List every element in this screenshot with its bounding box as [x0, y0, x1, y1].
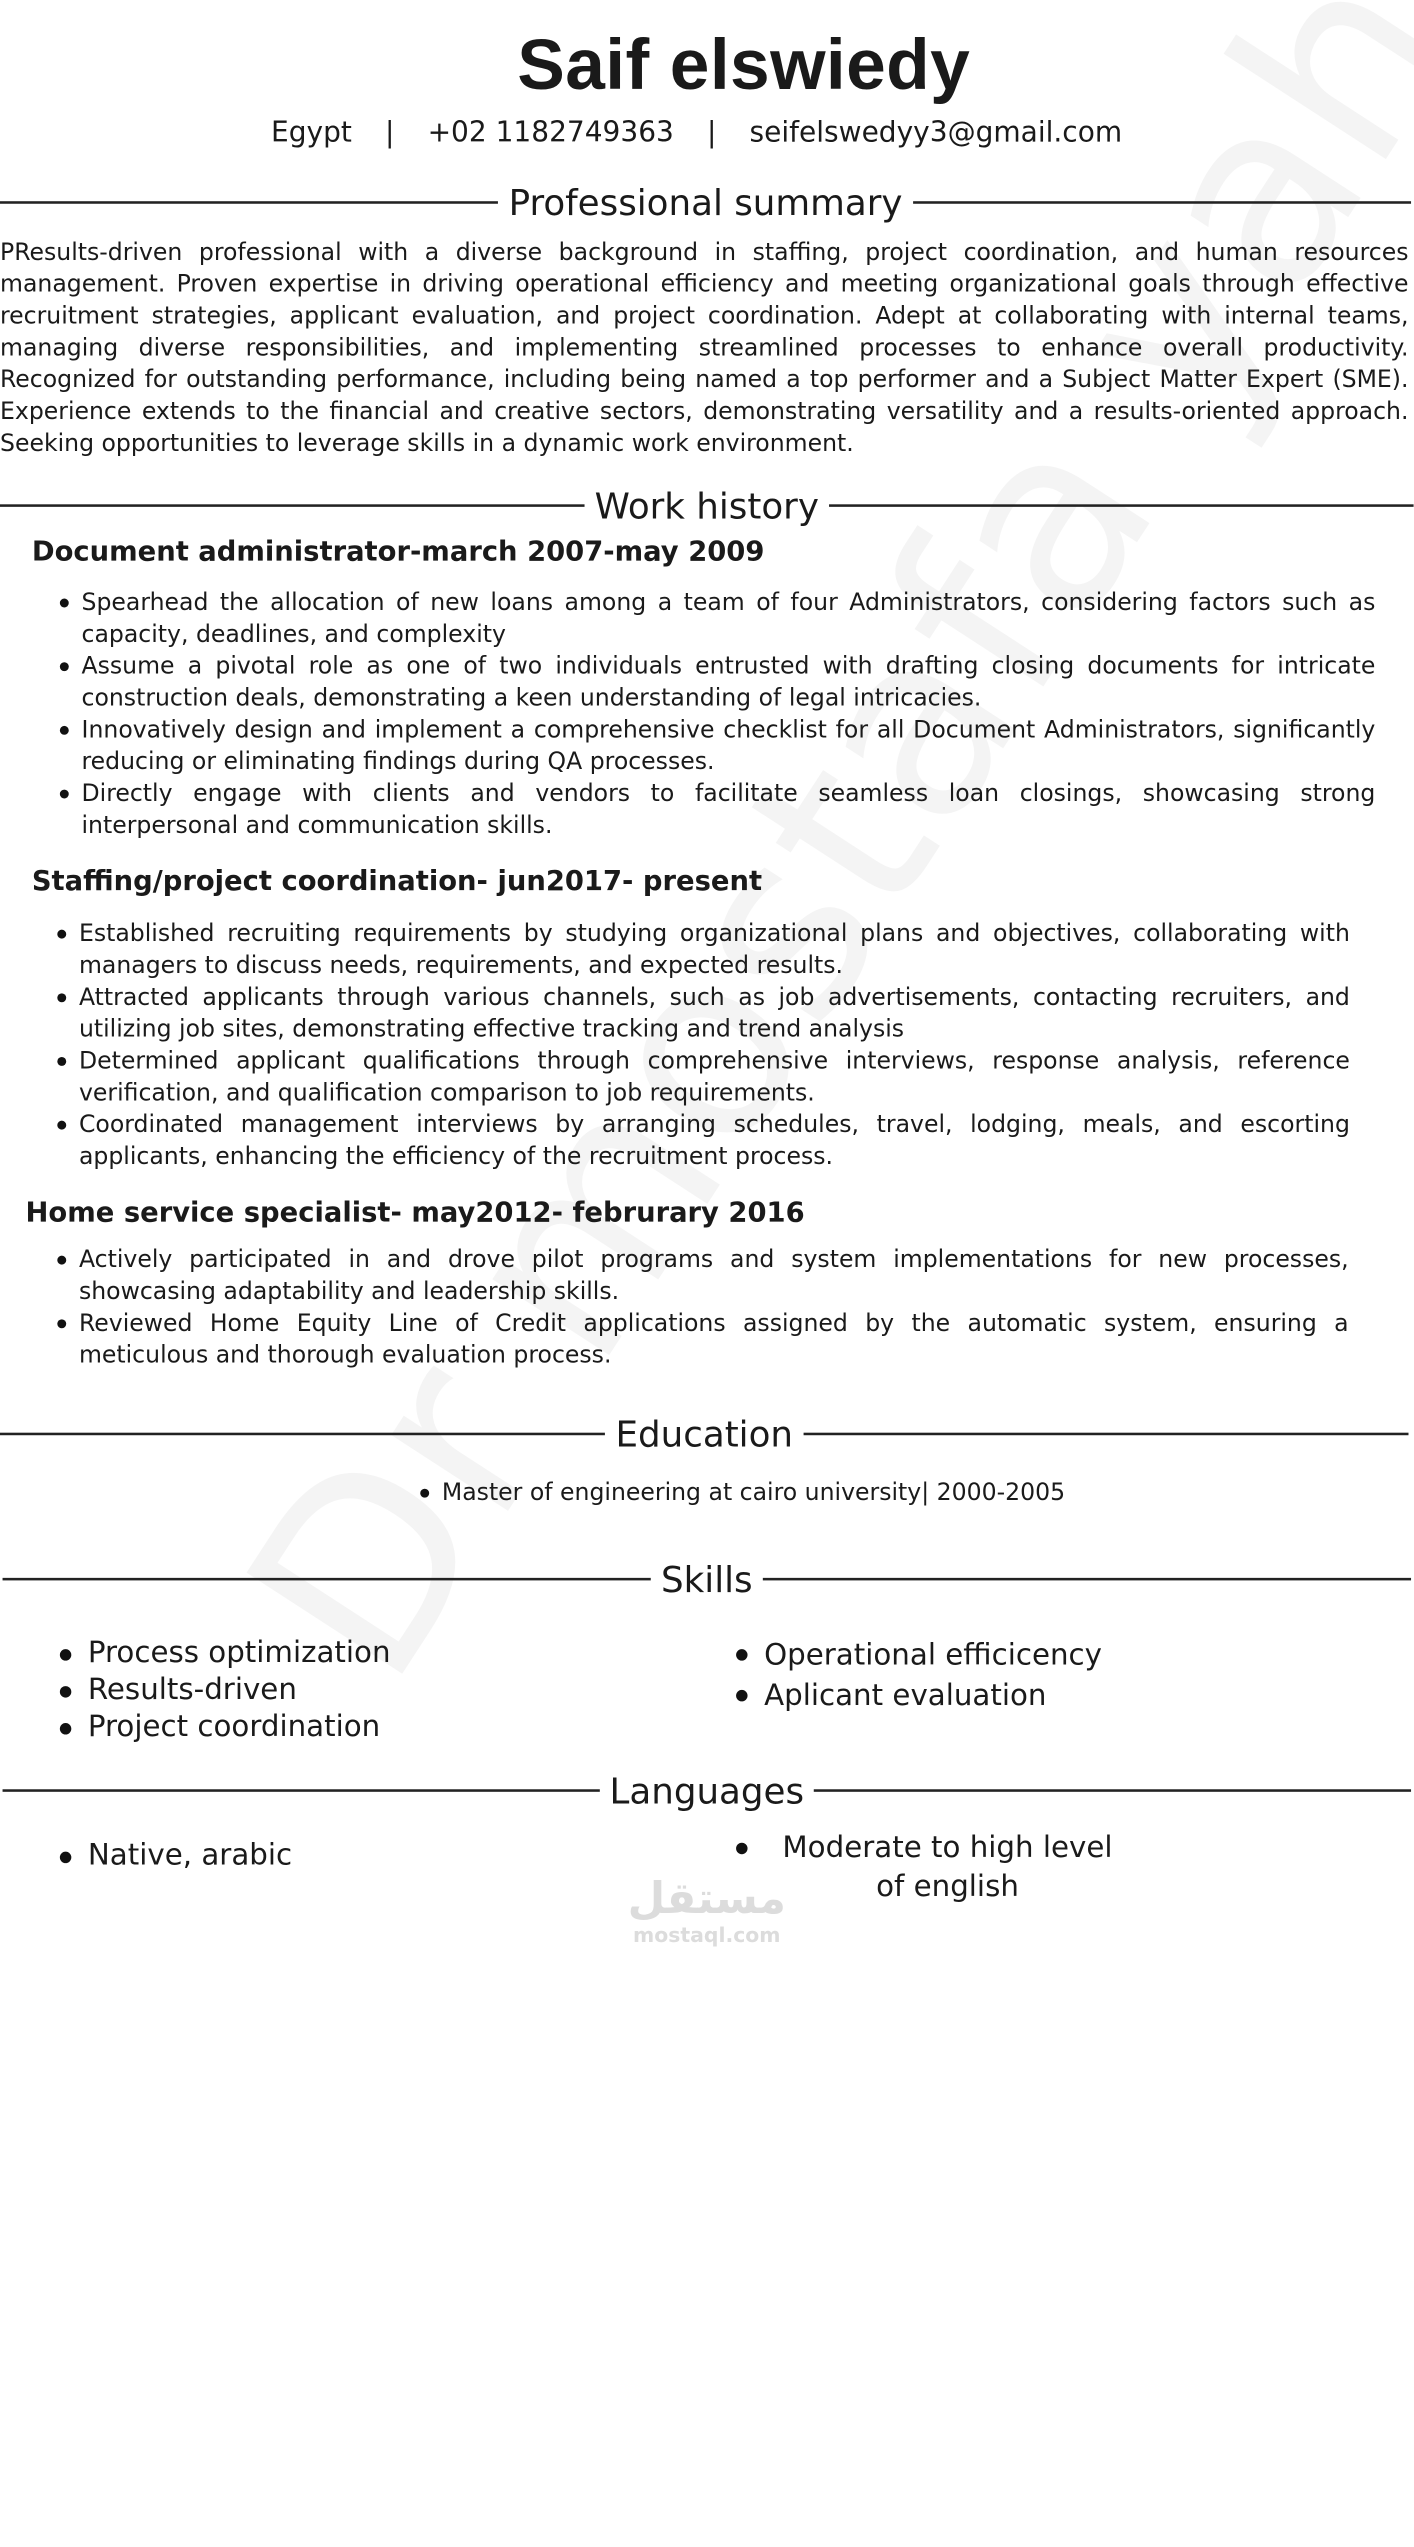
- list-item: Process optimization: [60, 1635, 391, 1672]
- job-bullets: [56, 1244, 1349, 1371]
- logo-arabic: مستقل: [627, 1873, 786, 1925]
- section-title: Work history: [594, 484, 819, 527]
- section-title: Education: [615, 1412, 794, 1455]
- contact-phone: +02 1182749363: [427, 117, 674, 149]
- contact-country: Egypt: [271, 117, 352, 149]
- mostaql-logo: [621, 1875, 792, 1948]
- divider: [3, 1578, 651, 1580]
- contact-separator: |: [385, 117, 395, 149]
- job-bullets: [59, 587, 1376, 842]
- list-item: Operational efficicency: [736, 1635, 1102, 1676]
- list-item: Attracted applicants through various channels, such as job advertisements, contacting recruiters, and utilizing job sites, demonstrating effective tracking and trend analysis: [56, 982, 1350, 1046]
- skills-right: [736, 1635, 1102, 1717]
- job-title: Home service specialist- may2012- februrary 2016: [25, 1197, 805, 1229]
- list-item: Directly engage with clients and vendors to facilitate seamless loan closings, showcasing strong interpersonal and communication skills.: [59, 778, 1376, 842]
- list-item: Aplicant evaluation: [736, 1676, 1102, 1717]
- list-item: Innovatively design and implement a comprehensive checklist for all Document Administrators, significantly reducing or eliminating findings during QA processes.: [59, 714, 1376, 778]
- divider: [913, 201, 1411, 203]
- skills-left: [60, 1635, 391, 1746]
- divider: [3, 1790, 600, 1792]
- list-item: Coordinated management interviews by arranging schedules, travel, lodging, meals, and escorting applicants, enhancing the efficiency of the recruitment process.: [56, 1109, 1350, 1173]
- logo-domain: mostaql.com: [633, 1922, 781, 1948]
- divider: [803, 1433, 1408, 1435]
- job-title: Staffing/project coordination- jun2017- present: [31, 865, 763, 898]
- list-item: Results-driven: [60, 1672, 391, 1709]
- job-title: Document administrator-march 2007-may 2009: [31, 536, 765, 568]
- section-heading-languages: [3, 1770, 1411, 1811]
- section-title: Professional summary: [508, 181, 903, 224]
- contact-line: [0, 117, 1393, 149]
- list-item: Native, arabic: [60, 1838, 292, 1875]
- list-item: Moderate to high level of english: [736, 1829, 1131, 1908]
- summary-text: PResults-driven professional with a diverse background in staffing, project coordination, and human resources management. Proven expertise in driving operational efficiency and meeting organizational goals through effective recruitment strategies, applicant evaluation, and project coordination. Adept at collaborating with internal teams, managing diverse responsibilities, and implementing streamlined processes to enhance overall productivity. Recognized for outstanding performance, including being named a top performer and a Subject Matter Expert (SME). Experience extends to the financial and creative sectors, demonstrating versatility and a results-oriented approach. Seeking opportunities to leverage skills in a dynamic work environment.: [0, 239, 1409, 458]
- divider: [0, 1433, 605, 1435]
- divider: [0, 201, 498, 203]
- section-title: Languages: [609, 1769, 805, 1812]
- contact-email[interactable]: seifelswedyy3@gmail.com: [749, 117, 1123, 149]
- list-item: Master of engineering at cairo university| 2000-2005: [419, 1477, 1132, 1509]
- list-item: Reviewed Home Equity Line of Credit applications assigned by the automatic system, ensuring a meticulous and thorough evaluation process.: [56, 1308, 1349, 1372]
- section-title: Skills: [661, 1558, 753, 1601]
- languages-left: [60, 1838, 292, 1875]
- divider: [829, 505, 1413, 507]
- list-item: Assume a pivotal role as one of two individuals entrusted with drafting closing documents for intricate construction deals, demonstrating a keen understanding of legal intricacies.: [59, 651, 1376, 715]
- list-item: Established recruiting requirements by studying organizational plans and objectives, collaborating with managers to discuss needs, requirements, and expected results.: [56, 918, 1350, 982]
- list-item: Actively participated in and drove pilot programs and system implementations for new processes, showcasing adaptability and leadership skills.: [56, 1244, 1349, 1308]
- divider: [814, 1790, 1411, 1792]
- section-heading-skills: [3, 1559, 1411, 1600]
- languages-right: [736, 1829, 1131, 1908]
- list-item: Project coordination: [60, 1709, 391, 1746]
- contact-separator: |: [706, 117, 717, 149]
- divider: [763, 1578, 1411, 1580]
- education-list: [419, 1477, 1132, 1509]
- divider: [0, 505, 584, 507]
- job-bullets: [56, 918, 1350, 1173]
- section-heading-education: [0, 1414, 1408, 1455]
- list-item: Determined applicant qualifications through comprehensive interviews, response analysis, reference verification, and qualification comparison to job requirements.: [56, 1046, 1350, 1110]
- section-heading-work: [0, 485, 1414, 526]
- list-item: Spearhead the allocation of new loans among a team of four Administrators, considering factors such as capacity, deadlines, and complexity: [59, 587, 1376, 651]
- candidate-name: Saif elswiedy: [517, 24, 971, 105]
- section-heading-summary: [0, 182, 1411, 223]
